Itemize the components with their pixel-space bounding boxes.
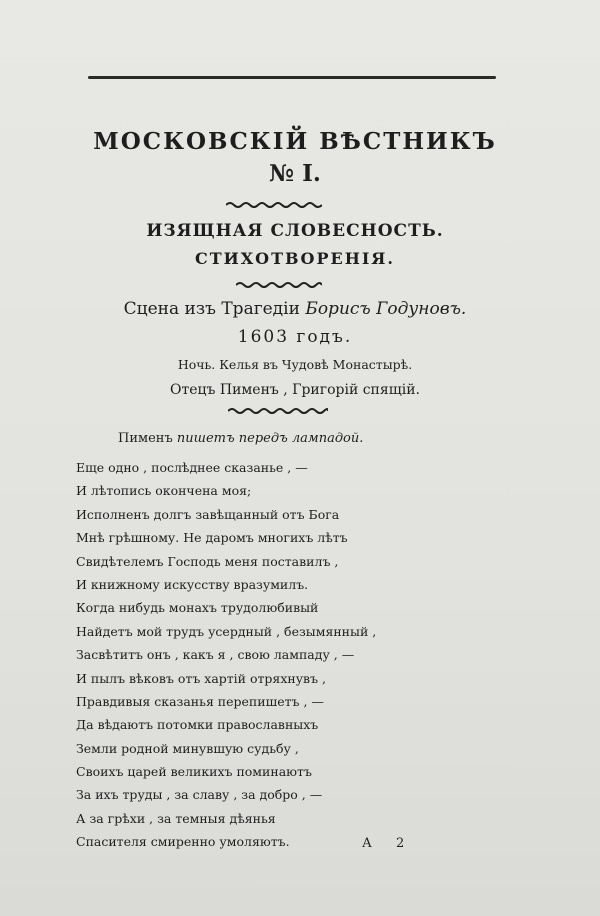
scene-title-prefix: Сцена изъ Трагедіи <box>123 299 300 319</box>
wavy-divider <box>236 280 322 290</box>
verse-line: Свидѣтелемъ Господь меня поставилъ , <box>76 553 339 569</box>
verse-line: А за грѣхи , за темныя дѣянья <box>76 810 276 826</box>
magazine-title: МОСКОВСКІЙ ВѢСТНИКЪ <box>93 128 497 155</box>
stage-action: пишетъ передъ лампадой. <box>176 431 364 446</box>
top-rule <box>88 76 496 79</box>
verse-line: Найдетъ мой трудъ усердный , безымянный , <box>76 623 377 639</box>
verse-text <box>76 456 376 854</box>
scene-year: 1603 годъ. <box>237 327 353 347</box>
verse-line: Правдивыя сказанья перепишетъ , — <box>76 693 324 709</box>
verse-line: Мнѣ грѣшному. Не даромъ многихъ лѣтъ <box>76 530 348 546</box>
scene-setting: Ночь. Келья въ Чудовѣ Монастырѣ. <box>177 357 413 372</box>
verse-line: Еще одно , послѣднее сказанье , — <box>76 460 308 475</box>
issue-number: № I. <box>269 160 321 187</box>
signature-mark: А 2 <box>362 836 415 851</box>
verse-line: Спасителя смиренно умоляютъ. <box>76 834 290 850</box>
verse-line: Земли родной минувшую судьбу , <box>76 740 299 756</box>
section-heading: ИЗЯЩНАЯ СЛОВЕСНОСТЬ. <box>146 221 444 241</box>
verse-line: И лѣтопись окончена моя; <box>76 483 252 499</box>
scene-title <box>60 298 530 320</box>
wavy-divider <box>226 200 322 210</box>
verse-line: И пылъ вѣковъ отъ хартій отряхнувъ , <box>76 670 326 686</box>
scene-characters: Отецъ Пименъ , Григорій спящій. <box>170 382 420 398</box>
verse-line: Когда нибудь монахъ трудолюбивый <box>76 600 319 616</box>
verse-line: Исполненъ долгъ завѣщанный отъ Бога <box>76 506 340 522</box>
verse-line: Своихъ царей великихъ поминаютъ <box>76 764 312 780</box>
scene-title-work: Борисъ Годуновъ. <box>305 299 467 319</box>
speaker-name: Пименъ <box>118 431 173 446</box>
verse-line: За ихъ труды , за славу , за добро , — <box>76 787 323 803</box>
stage-direction <box>118 430 363 448</box>
verse-line: Да вѣдаютъ потомки православныхъ <box>76 717 319 733</box>
wavy-divider <box>228 406 328 416</box>
verse-line: Засвѣтитъ онъ , какъ я , свою лампаду , — <box>76 647 355 663</box>
section-subheading: СТИХОТВОРЕНІЯ. <box>195 249 395 268</box>
verse-line: И книжному искусству вразумилъ. <box>76 576 309 592</box>
